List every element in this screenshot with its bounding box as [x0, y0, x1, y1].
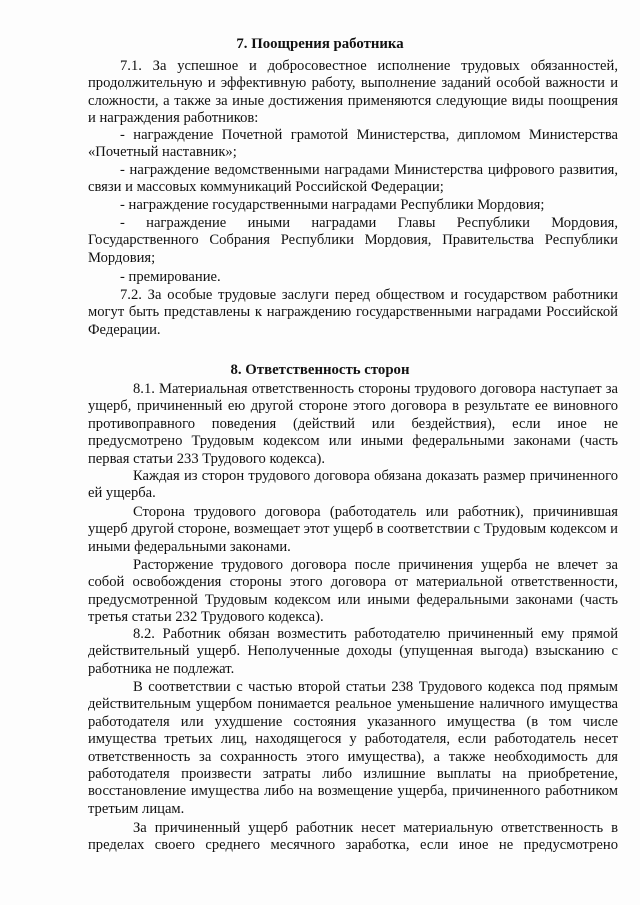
- section-8-paragraph-burden-of-proof: Каждая из сторон трудового договора обязана доказать размер причиненного ей ущерба.: [88, 468, 618, 502]
- section-8-paragraph-8-1: 8.1. Материальная ответственность стороны трудового договора наступает за ущерб, причиненный ею другой стороне этого договора в результате ее виновного противоправного поведения (действий или бездействия), если иное не предусмотрено Трудовым кодексом или иными федеральными законами (часть первая статьи 233 Трудового кодекса).: [88, 381, 618, 467]
- award-item-state-awards-mordovia: - награждение государственными наградами Республики Мордовия;: [120, 197, 545, 213]
- section-7-paragraph-7-2: 7.2. За особые трудовые заслуги перед обществом и государством работники могут быть представлены к награждению государственными наградами Российской Федерации.: [88, 287, 618, 338]
- award-item-departmental-awards: - награждение ведомственными наградами Министерства цифрового развития, связи и массовых коммуникаций Российской Федерации;: [88, 162, 618, 196]
- section-7-paragraph-7-1: 7.1. За успешное и добросовестное исполнение трудовых обязанностей, продолжительную и эффективную работу, выполнение заданий особой важности и сложности, а также за иные достижения применяются следующие виды поощрения и награждения работников:: [88, 58, 618, 127]
- section-8-paragraph-compensation: Сторона трудового договора (работодатель или работник), причинившая ущерб другой стороне, возмещает этот ущерб в соответствии с Трудовым кодексом и иными федеральными законами.: [88, 504, 618, 555]
- section-8-paragraph-8-2: 8.2. Работник обязан возместить работодателю причиненный ему прямой действительный ущерб. Неполученные доходы (упущенная выгода) взысканию с работника не подлежат.: [88, 626, 618, 677]
- section-8-paragraph-direct-damage: В соответствии с частью второй статьи 238 Трудового кодекса под прямым действительным ущербом понимается реальное уменьшение наличного имущества работодателя или ухудшение состояния указанного имущества (в том числе имущества третьих лиц, находящегося у работодателя, если работодатель несет ответственность за сохранность этого имущества), а также необходимость для работодателя произвести затраты либо излишние выплаты на приобретение, восстановление имущества либо на возмещение ущерба, причиненного работником третьим лицам.: [88, 679, 618, 817]
- section-8-paragraph-liability-limit: За причиненный ущерб работник несет материальную ответственность в пределах своего среднего месячного заработка, если иное не предусмотрено: [88, 820, 618, 854]
- section-7-heading: 7. Поощрения работника: [236, 36, 404, 52]
- award-item-bonus: - премирование.: [120, 269, 221, 285]
- section-8-heading: 8. Ответственность сторон: [230, 362, 410, 378]
- award-item-other-awards: - награждение иными наградами Главы Республики Мордовия, Государственного Собрания Республики Мордовия, Правительства Республики Мордовия;: [88, 215, 618, 266]
- section-8-paragraph-termination: Расторжение трудового договора после причинения ущерба не влечет за собой освобождения стороны этого договора от материальной ответственности, предусмотренной Трудовым кодексом или иными федеральными законами (часть третья статьи 232 Трудового кодекса).: [88, 557, 618, 626]
- award-item-ministry-certificate: - награждение Почетной грамотой Министерства, дипломом Министерства «Почетный наставник»;: [88, 127, 618, 161]
